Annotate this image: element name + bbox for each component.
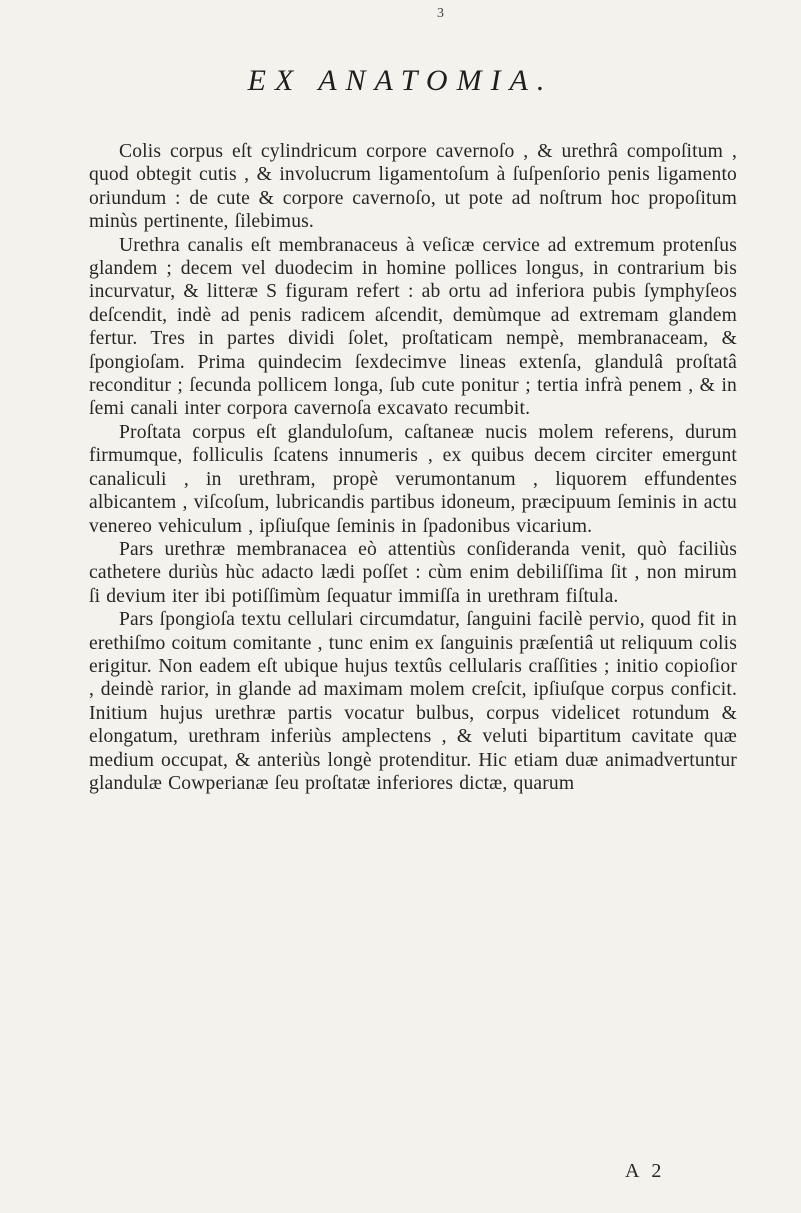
paragraph: Colis corpus eſt cylindricum corpore cavernoſo , & urethrâ compoſitum , quod obtegit cutis , & involucrum ligamentoſum à ſuſpenſorio penis ligamento oriundum : de cute & corpore cavernoſo, ut pote ad noſtrum hoc propoſitum minùs pertinente, ſilebimus.: [89, 141, 737, 233]
page-number: 3: [437, 6, 444, 21]
page-heading: EX ANATOMIA.: [247, 64, 554, 97]
paragraph: Proſtata corpus eſt glanduloſum, caſtaneæ nucis molem referens, durum firmumque, folliculis ſcatens innumeris , ex quibus decem circiter emergunt canaliculi , in urethram, propè verumontanum , liquorem effundentes albicantem , viſcoſum, lubricandis partibus idoneum, præcipuum ſeminis in actu venereo vehiculum , ipſiuſque ſeminis in ſpadonibus vicarium.: [89, 421, 737, 537]
signature-mark: A 2: [625, 1160, 666, 1182]
body-text: [89, 140, 737, 795]
paragraph: Pars urethræ membranacea eò attentiùs conſideranda venit, quò faciliùs cathetere duriùs hùc adacto lædi poſſet : cùm enim debiliſſima ſit , non mirum ſi devium iter ibi potiſſimùm ſequatur immiſſa in urethram fiſtula.: [89, 538, 737, 607]
paragraph: Urethra canalis eſt membranaceus à veſicæ cervice ad extremum protenſus glandem ; decem vel duodecim in homine pollices longus, in contrarium bis incurvatur, & litteræ S figuram refert : ab ortu ad inferiora pubis ſymphyſeos deſcendit, indè ad penis radicem aſcendit, demùmque ad extremam glandem fertur. Tres in partes dividi ſolet, proſtaticam nempè, membranaceam, & ſpongioſam. Prima quindecim ſexdecimve lineas extenſa, glandulâ proſtatâ reconditur ; ſecunda pollicem longa, ſub cute ponitur ; tertia infrà penem , & in ſemi canali inter corpora cavernoſa excavato recumbit.: [89, 234, 737, 420]
paragraph: Pars ſpongioſa textu cellulari circumdatur, ſanguini facilè pervio, quod fit in erethiſmo coitum comitante , tunc enim ex ſanguinis præſentiâ ut reliquum colis erigitur. Non eadem eſt ubique hujus textûs cellularis craſſities ; initio copioſior , deindè rarior, in glande ad maximam molem creſcit, ipſiuſque corpus conficit. Initium hujus urethræ partis vocatur bulbus, corpus videlicet rotundum & elongatum, urethram inferiùs amplectens , & veluti bipartitum cavitate quæ medium occupat, & anteriùs longè protenditur. Hic etiam duæ animadvertuntur glandulæ Cowperianæ ſeu proſtatæ inferiores dictæ, quarum: [89, 609, 737, 794]
